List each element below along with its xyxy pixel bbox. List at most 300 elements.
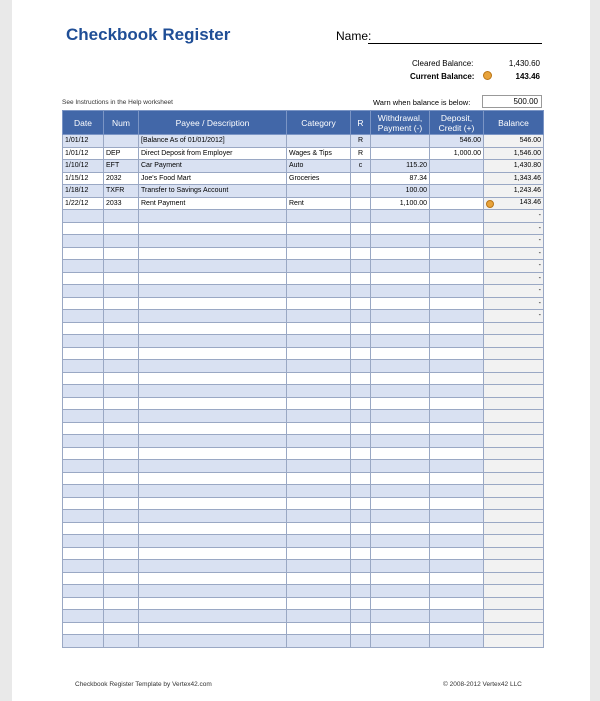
cell-reconciled[interactable]: [351, 160, 371, 173]
cell-date[interactable]: [63, 147, 104, 160]
cell-deposit[interactable]: [430, 510, 484, 523]
cell-deposit[interactable]: [430, 222, 484, 235]
cell-deposit[interactable]: [430, 335, 484, 348]
cell-deposit[interactable]: [430, 435, 484, 448]
cell-deposit[interactable]: [430, 422, 484, 435]
cell-withdrawal[interactable]: [371, 635, 430, 648]
cell-date[interactable]: [63, 310, 104, 323]
cell-reconciled[interactable]: [351, 360, 371, 373]
cell-date[interactable]: [63, 272, 104, 285]
table-row: [63, 360, 544, 373]
cell-category[interactable]: [287, 535, 351, 548]
cell-withdrawal[interactable]: [371, 185, 430, 198]
cell-date[interactable]: [63, 610, 104, 623]
cell-num[interactable]: [104, 585, 139, 598]
cell-reconciled[interactable]: [351, 410, 371, 423]
cell-deposit[interactable]: [430, 260, 484, 273]
cell-withdrawal[interactable]: [371, 222, 430, 235]
table-row: [63, 135, 544, 148]
cell-withdrawal[interactable]: [371, 510, 430, 523]
cell-payee[interactable]: [139, 235, 287, 248]
cell-payee[interactable]: [139, 285, 287, 298]
cell-reconciled[interactable]: [351, 422, 371, 435]
cell-reconciled[interactable]: [351, 435, 371, 448]
cell-date[interactable]: [63, 385, 104, 398]
cell-withdrawal[interactable]: [371, 610, 430, 623]
cell-payee[interactable]: [139, 510, 287, 523]
cell-reconciled[interactable]: [351, 510, 371, 523]
cell-reconciled[interactable]: [351, 472, 371, 485]
cell-category[interactable]: [287, 560, 351, 573]
cell-withdrawal[interactable]: [371, 385, 430, 398]
cell-date[interactable]: [63, 210, 104, 223]
cell-date[interactable]: [63, 522, 104, 535]
current-balance-value: 143.46: [515, 72, 540, 81]
cell-reconciled[interactable]: [351, 272, 371, 285]
cell-category[interactable]: [287, 472, 351, 485]
cell-payee[interactable]: [139, 497, 287, 510]
cell-num[interactable]: [104, 485, 139, 498]
cell-deposit[interactable]: [430, 272, 484, 285]
cell-category[interactable]: [287, 635, 351, 648]
cell-category[interactable]: [287, 585, 351, 598]
cell-date[interactable]: [63, 560, 104, 573]
cell-withdrawal[interactable]: [371, 572, 430, 585]
cell-date[interactable]: [63, 222, 104, 235]
cell-category[interactable]: [287, 322, 351, 335]
cell-withdrawal[interactable]: [371, 460, 430, 473]
cell-payee[interactable]: [139, 422, 287, 435]
cell-withdrawal[interactable]: [371, 347, 430, 360]
cell-payee[interactable]: [139, 385, 287, 398]
cell-deposit[interactable]: [430, 210, 484, 223]
cell-category[interactable]: [287, 522, 351, 535]
cell-num[interactable]: [104, 635, 139, 648]
cell-deposit[interactable]: [430, 610, 484, 623]
cell-num[interactable]: [104, 160, 139, 173]
cell-category[interactable]: [287, 147, 351, 160]
cell-payee[interactable]: [139, 560, 287, 573]
cell-deposit[interactable]: [430, 535, 484, 548]
cell-num[interactable]: [104, 135, 139, 148]
cell-withdrawal[interactable]: [371, 235, 430, 248]
cell-deposit[interactable]: [430, 247, 484, 260]
cell-category[interactable]: [287, 572, 351, 585]
cell-num[interactable]: [104, 247, 139, 260]
cell-deposit[interactable]: [430, 372, 484, 385]
cell-category[interactable]: [287, 447, 351, 460]
cell-payee[interactable]: [139, 397, 287, 410]
cell-reconciled[interactable]: [351, 497, 371, 510]
cell-reconciled[interactable]: [351, 135, 371, 148]
cell-date[interactable]: [63, 285, 104, 298]
cell-reconciled[interactable]: [351, 397, 371, 410]
cell-reconciled[interactable]: [351, 385, 371, 398]
cell-num[interactable]: [104, 597, 139, 610]
cell-category[interactable]: [287, 272, 351, 285]
cell-category[interactable]: [287, 260, 351, 273]
warn-threshold-label: Warn when balance is below:: [373, 98, 471, 107]
cell-category[interactable]: [287, 210, 351, 223]
cell-num[interactable]: [104, 272, 139, 285]
cell-category[interactable]: [287, 197, 351, 210]
cell-num[interactable]: [104, 210, 139, 223]
cell-withdrawal[interactable]: [371, 260, 430, 273]
cell-category[interactable]: [287, 435, 351, 448]
cell-reconciled[interactable]: [351, 297, 371, 310]
cell-reconciled[interactable]: [351, 210, 371, 223]
cell-deposit[interactable]: [430, 235, 484, 248]
cell-payee[interactable]: [139, 610, 287, 623]
cell-category[interactable]: [287, 160, 351, 173]
cell-payee[interactable]: [139, 447, 287, 460]
cell-withdrawal[interactable]: [371, 372, 430, 385]
cell-category[interactable]: [287, 622, 351, 635]
cell-date[interactable]: [63, 247, 104, 260]
cell-payee[interactable]: [139, 310, 287, 323]
cell-num[interactable]: [104, 285, 139, 298]
name-field[interactable]: [368, 43, 542, 44]
cell-num[interactable]: [104, 385, 139, 398]
cell-withdrawal[interactable]: [371, 310, 430, 323]
cell-category[interactable]: [287, 597, 351, 610]
cell-num[interactable]: [104, 372, 139, 385]
cell-num[interactable]: [104, 222, 139, 235]
cell-deposit[interactable]: [430, 410, 484, 423]
cell-deposit[interactable]: [430, 622, 484, 635]
cell-deposit[interactable]: [430, 297, 484, 310]
cell-payee[interactable]: [139, 185, 287, 198]
cell-withdrawal[interactable]: [371, 435, 430, 448]
cell-withdrawal[interactable]: [371, 497, 430, 510]
cell-reconciled[interactable]: [351, 310, 371, 323]
cell-reconciled[interactable]: [351, 522, 371, 535]
cell-deposit[interactable]: [430, 285, 484, 298]
cell-balance: [484, 235, 544, 248]
cell-withdrawal-text: 1,100.00: [399, 199, 427, 207]
cell-category[interactable]: [287, 297, 351, 310]
cell-category[interactable]: [287, 510, 351, 523]
cell-deposit[interactable]: [430, 360, 484, 373]
cell-withdrawal[interactable]: [371, 147, 430, 160]
cell-date[interactable]: [63, 447, 104, 460]
cell-num[interactable]: [104, 622, 139, 635]
cell-reconciled[interactable]: [351, 585, 371, 598]
cell-category[interactable]: [287, 547, 351, 560]
cell-date[interactable]: [63, 572, 104, 585]
cell-payee[interactable]: [139, 435, 287, 448]
cell-category[interactable]: [287, 310, 351, 323]
cell-payee[interactable]: [139, 597, 287, 610]
cell-category[interactable]: [287, 485, 351, 498]
cell-payee[interactable]: [139, 347, 287, 360]
cell-withdrawal[interactable]: [371, 297, 430, 310]
cell-deposit[interactable]: [430, 185, 484, 198]
cell-category[interactable]: [287, 222, 351, 235]
cell-category[interactable]: [287, 460, 351, 473]
cell-payee[interactable]: [139, 222, 287, 235]
cell-withdrawal[interactable]: [371, 585, 430, 598]
cell-deposit[interactable]: [430, 172, 484, 185]
cell-withdrawal[interactable]: [371, 135, 430, 148]
cell-withdrawal[interactable]: [371, 485, 430, 498]
cell-num[interactable]: [104, 422, 139, 435]
cell-payee[interactable]: [139, 147, 287, 160]
cell-num[interactable]: [104, 410, 139, 423]
cell-num[interactable]: [104, 185, 139, 198]
cell-withdrawal[interactable]: [371, 285, 430, 298]
cell-payee[interactable]: [139, 322, 287, 335]
cell-num[interactable]: [104, 572, 139, 585]
cell-deposit[interactable]: [430, 397, 484, 410]
cell-category[interactable]: [287, 610, 351, 623]
cell-date[interactable]: [63, 510, 104, 523]
cell-payee[interactable]: [139, 585, 287, 598]
cell-payee[interactable]: [139, 460, 287, 473]
cell-reconciled[interactable]: [351, 547, 371, 560]
cell-deposit[interactable]: [430, 460, 484, 473]
cell-category[interactable]: [287, 235, 351, 248]
cell-date[interactable]: [63, 547, 104, 560]
cell-deposit[interactable]: [430, 197, 484, 210]
cell-date[interactable]: [63, 622, 104, 635]
cell-date[interactable]: [63, 635, 104, 648]
cell-payee[interactable]: [139, 535, 287, 548]
cell-deposit[interactable]: [430, 497, 484, 510]
cell-category[interactable]: [287, 397, 351, 410]
cell-date-text: 1/22/12: [65, 199, 89, 207]
cell-date[interactable]: [63, 422, 104, 435]
cell-withdrawal[interactable]: [371, 560, 430, 573]
cell-payee[interactable]: [139, 135, 287, 148]
table-row: [63, 160, 544, 173]
cell-payee[interactable]: [139, 622, 287, 635]
cell-reconciled[interactable]: [351, 172, 371, 185]
cell-reconciled[interactable]: [351, 447, 371, 460]
cell-balance: [484, 447, 544, 460]
cell-num[interactable]: [104, 310, 139, 323]
cell-withdrawal[interactable]: [371, 172, 430, 185]
cell-payee[interactable]: [139, 197, 287, 210]
cell-deposit[interactable]: [430, 385, 484, 398]
cell-category[interactable]: [287, 172, 351, 185]
cell-num[interactable]: [104, 472, 139, 485]
cell-payee[interactable]: [139, 635, 287, 648]
cell-payee[interactable]: [139, 372, 287, 385]
cell-category[interactable]: [287, 360, 351, 373]
cell-payee[interactable]: [139, 572, 287, 585]
warn-threshold-input[interactable]: 500.00: [482, 95, 542, 108]
cell-withdrawal[interactable]: [371, 197, 430, 210]
cell-date[interactable]: [63, 197, 104, 210]
cell-deposit[interactable]: [430, 347, 484, 360]
cell-date[interactable]: [63, 235, 104, 248]
cell-num[interactable]: [104, 610, 139, 623]
cell-withdrawal[interactable]: [371, 247, 430, 260]
cell-deposit[interactable]: [430, 572, 484, 585]
cell-reconciled[interactable]: [351, 222, 371, 235]
cell-date[interactable]: [63, 460, 104, 473]
cell-category[interactable]: [287, 497, 351, 510]
cell-category[interactable]: [287, 410, 351, 423]
cell-num[interactable]: [104, 560, 139, 573]
cell-withdrawal[interactable]: [371, 397, 430, 410]
cell-reconciled[interactable]: [351, 260, 371, 273]
cell-num[interactable]: [104, 322, 139, 335]
cell-date[interactable]: [63, 597, 104, 610]
cell-deposit[interactable]: [430, 160, 484, 173]
cell-reconciled[interactable]: [351, 572, 371, 585]
cell-date[interactable]: [63, 497, 104, 510]
cell-payee[interactable]: [139, 247, 287, 260]
cell-num[interactable]: [104, 297, 139, 310]
cell-reconciled[interactable]: [351, 622, 371, 635]
cell-date[interactable]: [63, 160, 104, 173]
cell-payee[interactable]: [139, 160, 287, 173]
cell-withdrawal[interactable]: [371, 360, 430, 373]
cell-date[interactable]: [63, 260, 104, 273]
cell-withdrawal[interactable]: [371, 535, 430, 548]
cell-deposit[interactable]: [430, 310, 484, 323]
cell-withdrawal[interactable]: [371, 447, 430, 460]
cell-date[interactable]: [63, 135, 104, 148]
cell-reconciled[interactable]: [351, 635, 371, 648]
cell-num[interactable]: [104, 397, 139, 410]
cell-category[interactable]: [287, 247, 351, 260]
cell-reconciled[interactable]: [351, 335, 371, 348]
cell-reconciled[interactable]: [351, 247, 371, 260]
cell-date[interactable]: [63, 397, 104, 410]
cell-reconciled[interactable]: [351, 197, 371, 210]
cell-payee[interactable]: [139, 360, 287, 373]
cell-payee[interactable]: [139, 547, 287, 560]
cell-payee[interactable]: [139, 485, 287, 498]
cell-deposit[interactable]: [430, 522, 484, 535]
cell-reconciled[interactable]: [351, 185, 371, 198]
cell-payee[interactable]: [139, 335, 287, 348]
cell-category[interactable]: [287, 285, 351, 298]
cell-withdrawal[interactable]: [371, 522, 430, 535]
cell-category[interactable]: [287, 372, 351, 385]
cell-withdrawal[interactable]: [371, 472, 430, 485]
cell-date[interactable]: [63, 347, 104, 360]
cell-num[interactable]: [104, 235, 139, 248]
cell-num[interactable]: [104, 547, 139, 560]
cell-deposit[interactable]: [430, 322, 484, 335]
cell-num[interactable]: [104, 360, 139, 373]
cell-num[interactable]: [104, 197, 139, 210]
cell-payee[interactable]: [139, 522, 287, 535]
cell-num[interactable]: [104, 435, 139, 448]
cell-category[interactable]: [287, 135, 351, 148]
cell-reconciled[interactable]: [351, 372, 371, 385]
cell-num[interactable]: [104, 535, 139, 548]
cell-category[interactable]: [287, 347, 351, 360]
cell-reconciled[interactable]: [351, 235, 371, 248]
cell-reconciled[interactable]: [351, 535, 371, 548]
cell-withdrawal[interactable]: [371, 160, 430, 173]
cell-category[interactable]: [287, 422, 351, 435]
cell-num[interactable]: [104, 522, 139, 535]
cell-num[interactable]: [104, 335, 139, 348]
cell-withdrawal[interactable]: [371, 422, 430, 435]
cell-category[interactable]: [287, 335, 351, 348]
cell-payee[interactable]: [139, 260, 287, 273]
cell-date[interactable]: [63, 372, 104, 385]
cell-deposit[interactable]: [430, 447, 484, 460]
cell-date[interactable]: [63, 585, 104, 598]
cell-date[interactable]: [63, 485, 104, 498]
cell-reconciled[interactable]: [351, 485, 371, 498]
cell-deposit[interactable]: [430, 597, 484, 610]
cell-date[interactable]: [63, 322, 104, 335]
cell-date[interactable]: [63, 472, 104, 485]
cell-date[interactable]: [63, 410, 104, 423]
cell-category[interactable]: [287, 185, 351, 198]
cell-reconciled[interactable]: [351, 597, 371, 610]
cell-withdrawal[interactable]: [371, 210, 430, 223]
cell-withdrawal[interactable]: [371, 622, 430, 635]
cell-payee[interactable]: [139, 410, 287, 423]
cell-reconciled[interactable]: [351, 560, 371, 573]
cell-payee[interactable]: [139, 172, 287, 185]
cell-date[interactable]: [63, 335, 104, 348]
cell-num[interactable]: [104, 347, 139, 360]
cell-withdrawal[interactable]: [371, 547, 430, 560]
cell-date[interactable]: [63, 185, 104, 198]
cell-num[interactable]: [104, 260, 139, 273]
cell-num[interactable]: [104, 172, 139, 185]
cell-payee[interactable]: [139, 297, 287, 310]
cell-num-text: EFT: [106, 162, 120, 170]
cell-deposit[interactable]: [430, 147, 484, 160]
cell-deposit[interactable]: [430, 485, 484, 498]
cell-withdrawal[interactable]: [371, 322, 430, 335]
cell-withdrawal[interactable]: [371, 272, 430, 285]
cell-num[interactable]: [104, 497, 139, 510]
cell-category[interactable]: [287, 385, 351, 398]
cell-reconciled[interactable]: [351, 347, 371, 360]
cell-withdrawal[interactable]: [371, 597, 430, 610]
cell-payee[interactable]: [139, 472, 287, 485]
cell-num[interactable]: [104, 147, 139, 160]
table-row: [63, 485, 544, 498]
cell-date[interactable]: [63, 435, 104, 448]
cell-deposit[interactable]: [430, 560, 484, 573]
cell-reconciled[interactable]: [351, 322, 371, 335]
cell-num[interactable]: [104, 447, 139, 460]
cell-payee[interactable]: [139, 272, 287, 285]
cell-deposit[interactable]: [430, 472, 484, 485]
cell-num[interactable]: [104, 460, 139, 473]
cell-num[interactable]: [104, 510, 139, 523]
cell-date[interactable]: [63, 535, 104, 548]
cell-reconciled[interactable]: [351, 610, 371, 623]
cell-date[interactable]: [63, 297, 104, 310]
cell-withdrawal[interactable]: [371, 335, 430, 348]
cell-payee[interactable]: [139, 210, 287, 223]
cell-date[interactable]: [63, 172, 104, 185]
cell-reconciled[interactable]: [351, 460, 371, 473]
cell-deposit[interactable]: [430, 135, 484, 148]
cell-deposit[interactable]: [430, 547, 484, 560]
cell-date[interactable]: [63, 360, 104, 373]
cell-reconciled[interactable]: [351, 147, 371, 160]
cell-reconciled[interactable]: [351, 285, 371, 298]
cell-deposit[interactable]: [430, 635, 484, 648]
cell-deposit[interactable]: [430, 585, 484, 598]
cell-withdrawal[interactable]: [371, 410, 430, 423]
